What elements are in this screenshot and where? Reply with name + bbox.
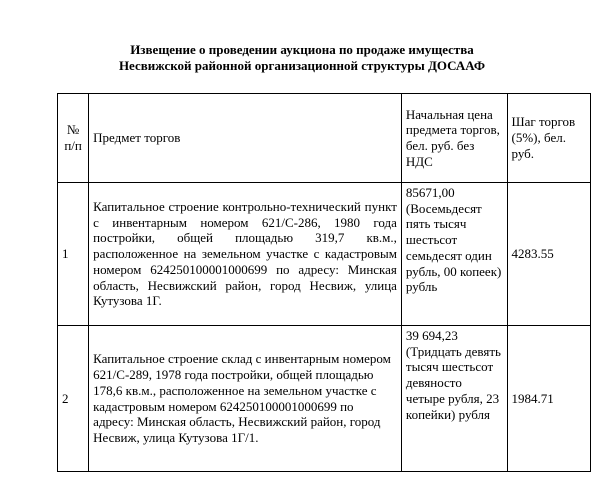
notice-title	[0, 42, 604, 74]
header-subject: Предмет торгов	[89, 94, 402, 183]
row-bid-step: 4283.55	[507, 183, 590, 326]
table-row	[58, 183, 591, 326]
auction-table	[57, 93, 591, 472]
row-subject: Капитальное строение контрольно-технический пункт с инвентарным номером 621/С-286, 1980 года постройки, общей площадью 319,7 кв.м., расположенное на земельном участке с кадастровым номером 624250100001000699 по адресу: Минская область, Несвижский район, город Несвиж, улица Кутузова 1Г.	[89, 183, 402, 326]
row-number: 2	[58, 326, 89, 472]
row-subject: Капитальное строение склад с инвентарным номером 621/С-289, 1978 года постройки, общей площадью 178,6 кв.м., расположенное на земельном участке с кадастровым номером 624250100001000699 по адресу: Минская область, Несвижский район, город Несвиж, улица Кутузова 1Г/1.	[89, 326, 402, 472]
header-number: № п/п	[58, 94, 89, 183]
header-bid-step: Шаг торгов (5%), бел. руб.	[507, 94, 590, 183]
table-row	[58, 326, 591, 472]
notice-title-line-2: Несвижской районной организационной структуры ДОСААФ	[118, 58, 486, 73]
header-start-price: Начальная цена предмета торгов, бел. руб. без НДС	[401, 94, 507, 183]
table-header-row	[58, 94, 591, 183]
row-start-price: 85671,00 (Восемьдесят пять тысяч шестьсот семьдесят один рубль, 00 копеек) рубль	[401, 183, 507, 326]
notice-title-line-1: Извещение о проведении аукциона по продаже имущества	[130, 42, 474, 57]
row-bid-step: 1984.71	[507, 326, 590, 472]
row-number: 1	[58, 183, 89, 326]
row-start-price: 39 694,23 (Тридцать девять тысяч шестьсот девяносто четыре рубля, 23 копейки) рубля	[401, 326, 507, 472]
